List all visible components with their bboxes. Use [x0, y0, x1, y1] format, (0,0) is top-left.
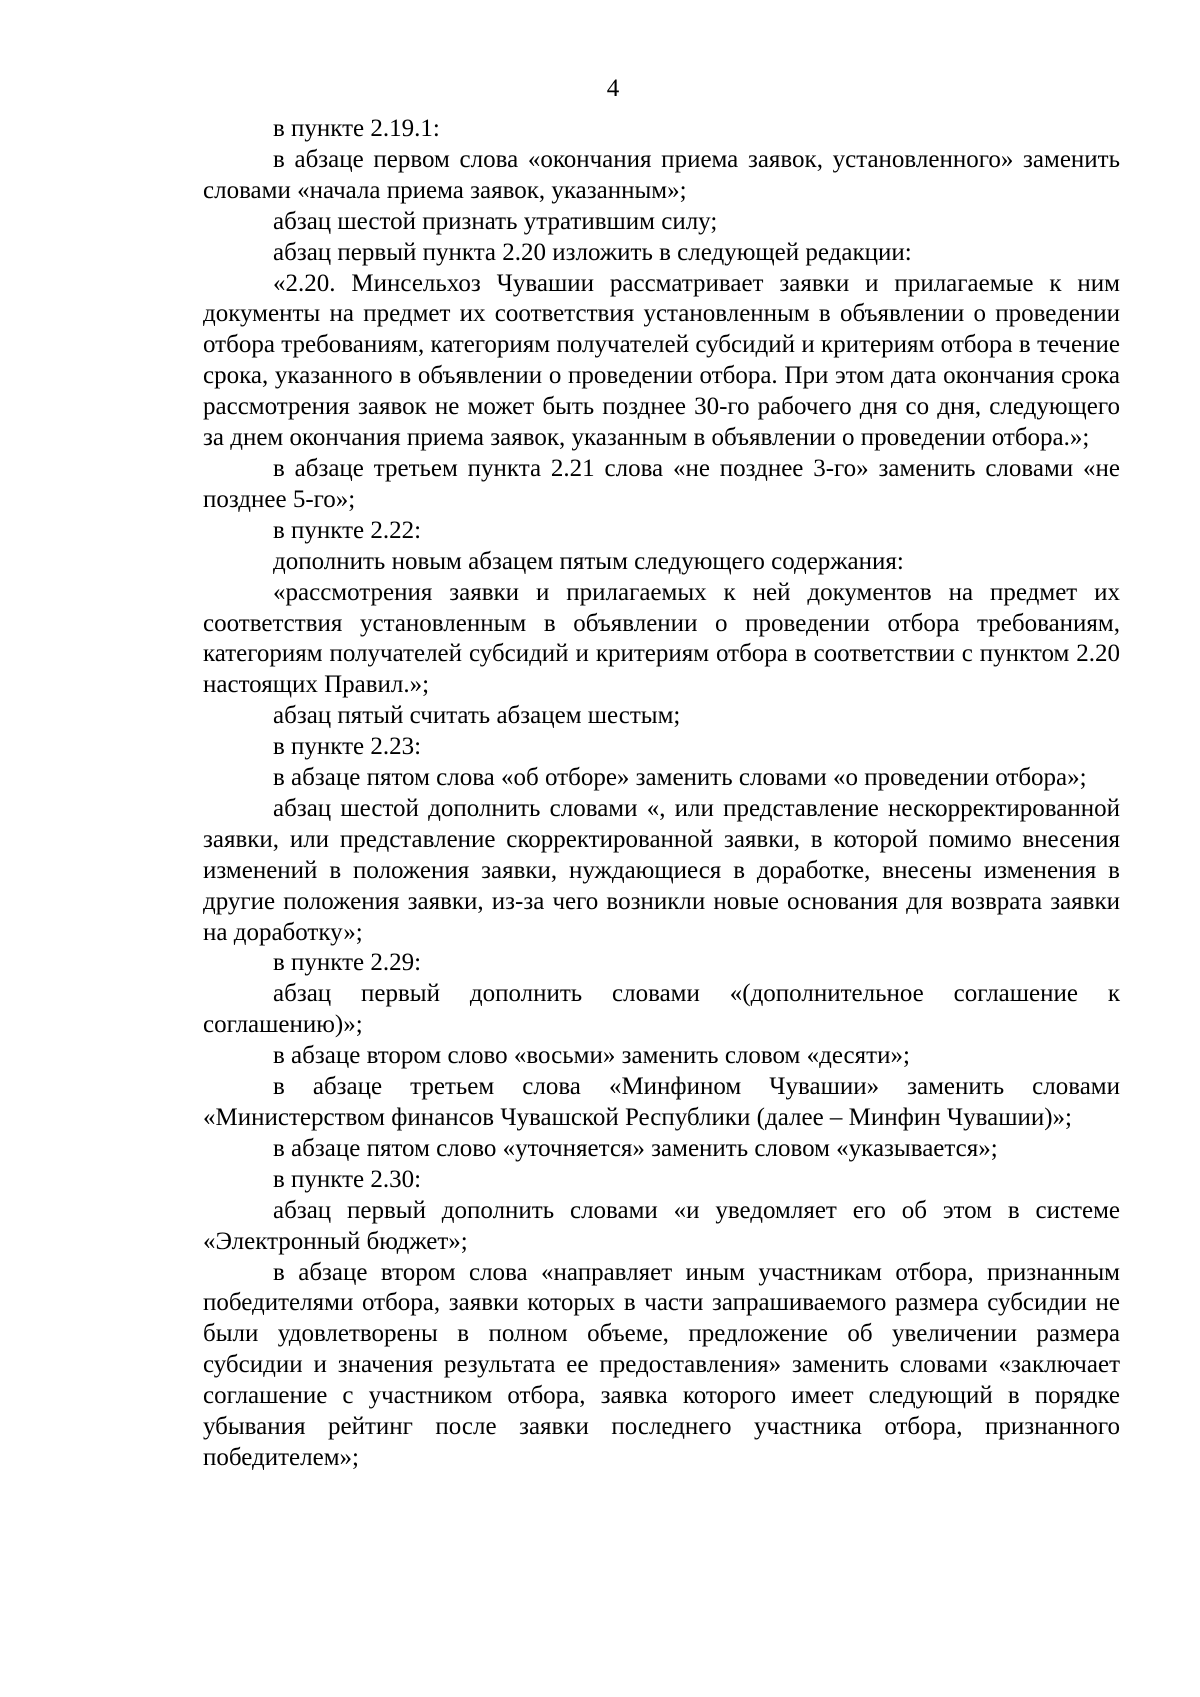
paragraph: «2.20. Минсельхоз Чувашии рассматривает заявки и прилагаемые к ним документы на предмет их соответствия установленным в объявлении о проведении отбора требованиям, категориям получателей субсидий и критериям отбора в течение срока, указанного в объявлении о проведении отбора. При этом дата окончания срока рассмотрения заявок не может быть позднее 30-го рабочего дня со дня, следующего за днем окончания приема заявок, указанным в объявлении о проведении отбора.»; [203, 269, 1120, 452]
paragraph: в абзаце третьем пункта 2.21 слова «не позднее 3-го» заменить словами «не позднее 5-го»; [203, 454, 1120, 513]
paragraph: абзац первый дополнить словами «и уведомляет его об этом в системе «Электронный бюджет»; [203, 1196, 1120, 1255]
paragraph: в пункте 2.29: [273, 949, 422, 977]
paragraph: абзац пятый считать абзацем шестым; [273, 702, 681, 730]
paragraph: абзац первый дополнить словами «(дополнительное соглашение к соглашению)»; [203, 980, 1120, 1039]
paragraph: в абзаце третьем слова «Минфином Чувашии» заменить словами «Министерством финансов Чувашской Республики (далее – Минфин Чувашии)»; [203, 1073, 1120, 1131]
paragraph: в абзаце втором слова «направляет иным участникам отбора, признанным победителями отбора, заявки которых в части запрашиваемого размера субсидии не были удовлетворены в полном объеме, предложение об увеличении размера субсидии и значения результата ее предоставления» заменить словами «заключает соглашение с участником отбора, заявка которого имеет следующий в порядке убывания рейтинг после заявки последнего участника отбора, признанного победителем»; [203, 1258, 1120, 1471]
paragraph: в абзаце втором слово «восьми» заменить словом «десяти»; [273, 1042, 910, 1070]
paragraph: в пункте 2.23: [273, 733, 422, 761]
paragraph: абзац шестой дополнить словами «, или представление нескорректированной заявки, или представление скорректированной заявки, в которой помимо внесения изменений в положения заявки, нуждающиеся в доработке, внесены изменения в другие положения заявки, из-за чего возникли новые основания для возврата заявки на доработку»; [203, 794, 1120, 946]
paragraph: абзац первый пункта 2.20 изложить в следующей редакции: [273, 238, 912, 266]
paragraph: в абзаце пятом слово «уточняется» заменить словом «указывается»; [273, 1134, 998, 1162]
paragraph: «рассмотрения заявки и прилагаемых к ней документов на предмет их соответствия установленным в объявлении о проведении отбора требованиям, категориям получателей субсидий и критериям отбора в соответствии с пунктом 2.20 настоящих Правил.»; [203, 578, 1120, 699]
paragraph: в пункте 2.19.1: [273, 115, 440, 142]
document-body [203, 114, 1120, 1474]
paragraph: в абзаце первом слова «окончания приема заявок, установленного» заменить словами «начала приема заявок, указанным»; [203, 145, 1120, 204]
paragraph: абзац шестой признать утратившим силу; [273, 207, 718, 235]
page-number: 4 [606, 75, 620, 102]
paragraph: в пункте 2.30: [273, 1165, 422, 1193]
paragraph: дополнить новым абзацем пятым следующего содержания: [273, 547, 904, 575]
paragraph: в абзаце пятом слова «об отборе» заменить словами «о проведении отбора»; [273, 764, 1087, 792]
paragraph: в пункте 2.22: [273, 516, 422, 544]
